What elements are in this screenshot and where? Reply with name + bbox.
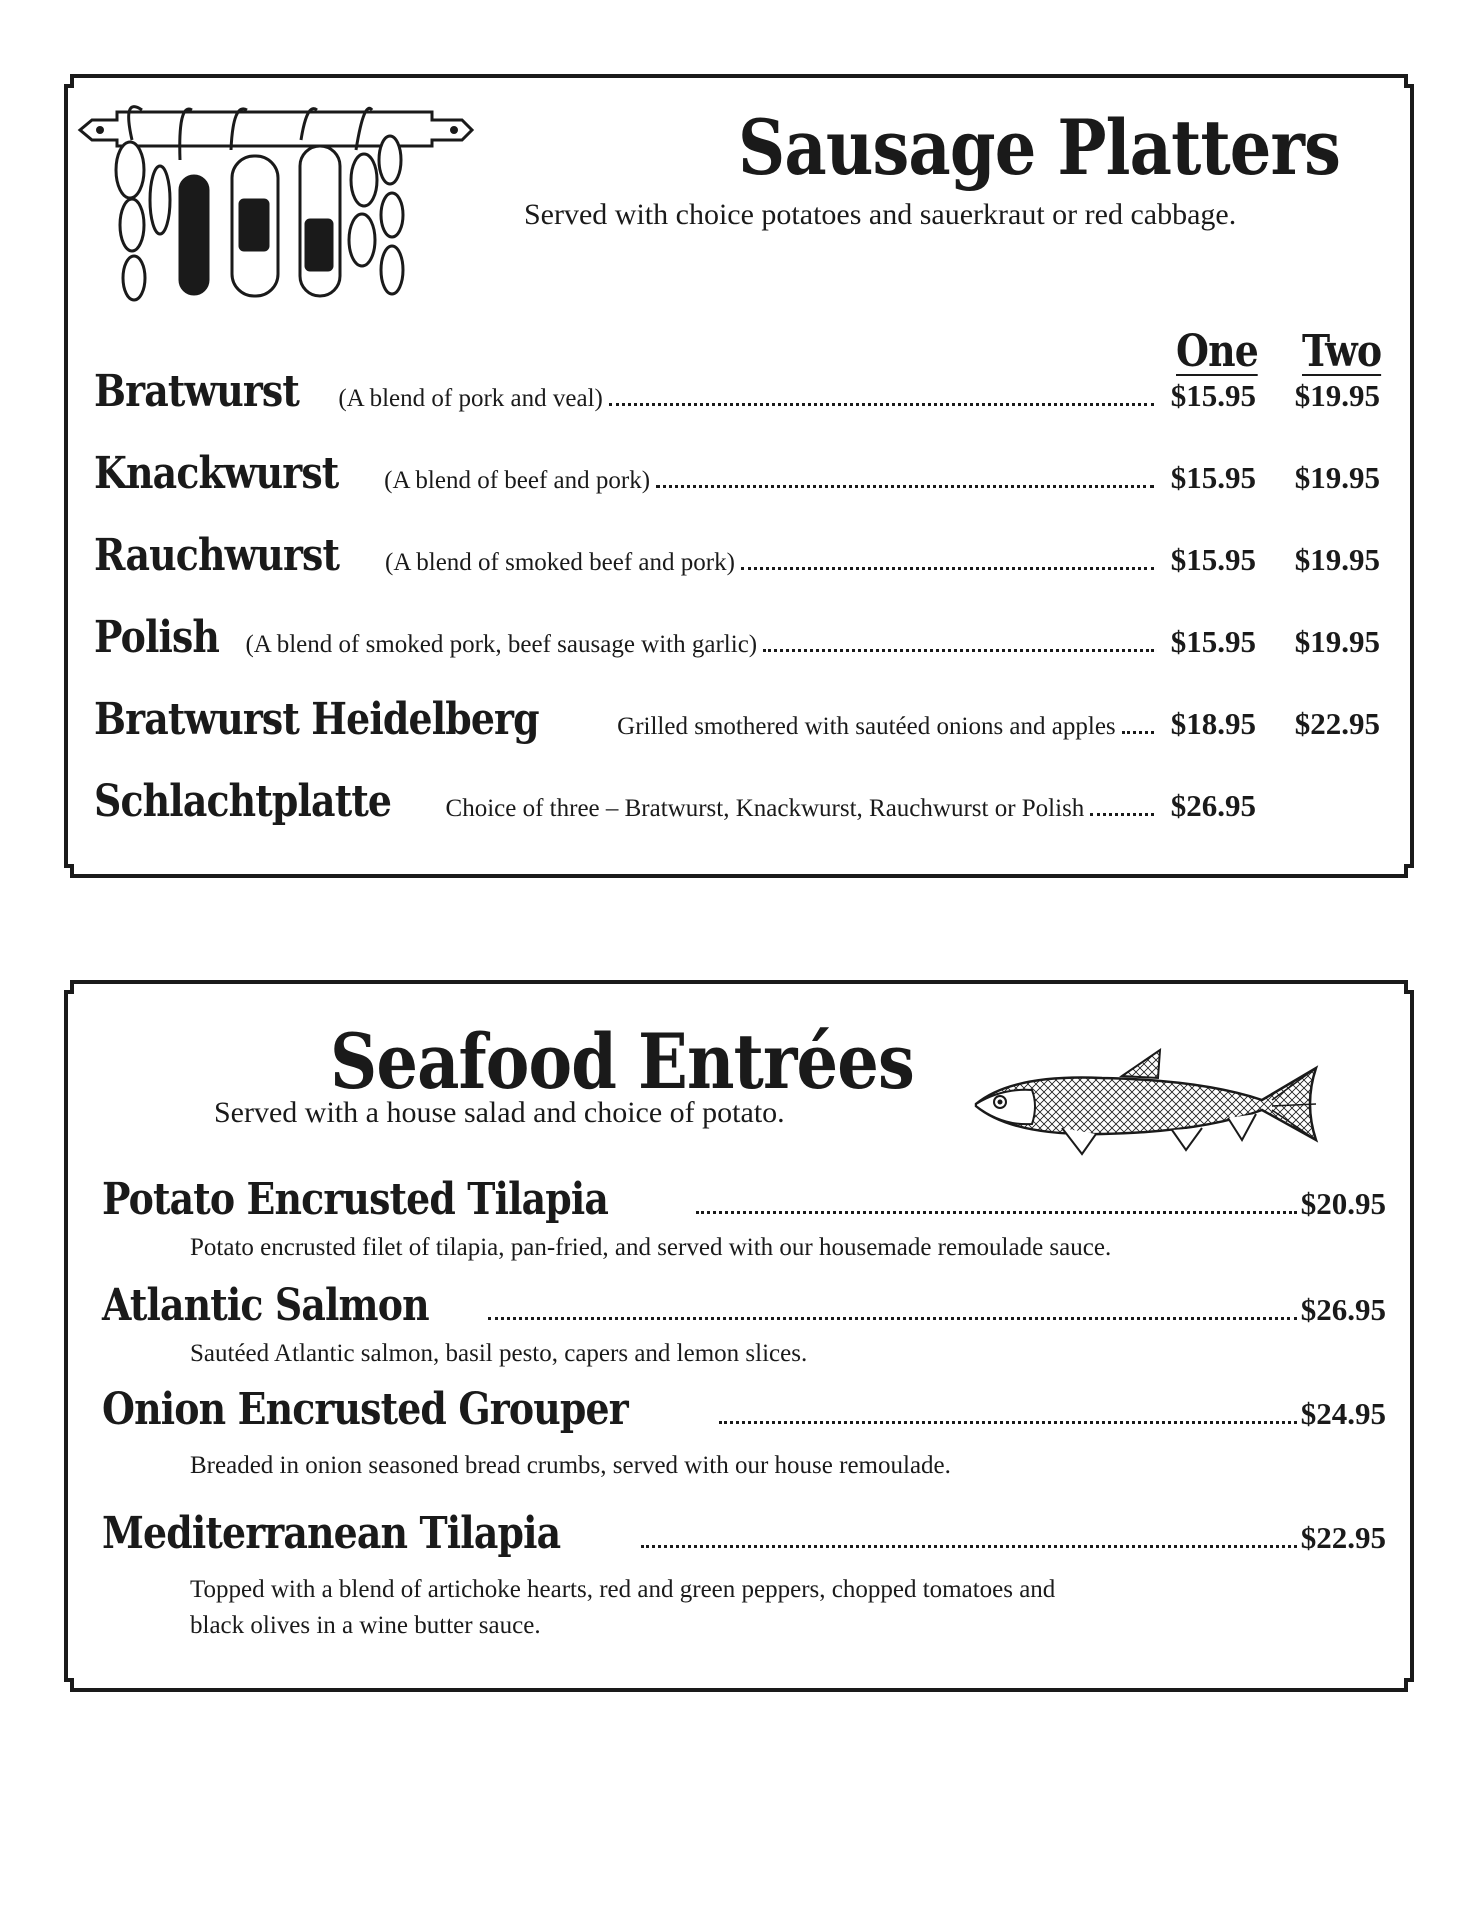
price-two: $19.95 [1294,624,1380,659]
dot-leader [741,567,1154,570]
price-one: $15.95 [1170,378,1256,413]
price-two: $22.95 [1294,706,1380,741]
item-price: $20.95 [1300,1186,1386,1221]
dot-leader [641,1545,1297,1548]
item-price: $24.95 [1300,1396,1386,1431]
hanging-sausages-illustration [72,90,512,310]
dot-leader [656,485,1154,488]
menu-item [102,1508,1386,1644]
price-two: $19.95 [1294,460,1380,495]
item-description [190,1572,1386,1644]
dot-leader [1090,813,1154,816]
menu-item [94,528,1380,584]
sausage-platters-panel [62,72,1416,880]
item-name: Bratwurst [94,366,299,417]
item-name: Potato Encrusted Tilapia [102,1174,609,1225]
item-name: Atlantic Salmon [102,1280,429,1331]
price-one: $15.95 [1170,542,1256,577]
menu-item [102,1174,1386,1266]
menu-item [94,610,1380,666]
dot-leader [609,403,1154,406]
item-description: Sautéed Atlantic salmon, basil pesto, capers and lemon slices. [190,1340,808,1367]
item-price: $22.95 [1300,1520,1386,1555]
section-title: Sausage Platters [738,103,1341,192]
column-header-two: Two [1302,326,1382,377]
seafood-entrees-panel [62,978,1416,1694]
item-name: Mediterranean Tilapia [102,1508,561,1559]
item-description-line: Topped with a blend of artichoke hearts, red and green peppers, chopped tomatoes and [190,1576,1056,1603]
item-description: (A blend of smoked beef and pork) [385,549,735,576]
dot-leader [696,1211,1296,1214]
section-subtitle: Served with choice potatoes and sauerkraut or red cabbage. [524,198,1237,231]
section-subtitle: Served with a house salad and choice of potato. [214,1096,785,1129]
menu-item [94,774,1380,830]
menu-item [94,692,1380,748]
item-description: Potato encrusted filet of tilapia, pan-fried, and served with our housemade remoulade sauce. [190,1234,1112,1261]
menu-item [102,1384,1386,1484]
price-one: $15.95 [1170,624,1256,659]
item-description: (A blend of pork and veal) [338,385,603,412]
menu-item [94,446,1380,502]
item-description: (A blend of smoked pork, beef sausage with garlic) [245,631,758,658]
price-two: $19.95 [1294,378,1380,413]
price-one: $18.95 [1170,706,1256,741]
item-description-line: black olives in a wine butter sauce. [190,1612,541,1639]
dot-leader [763,649,1154,652]
item-description: Choice of three – Bratwurst, Knackwurst, Rauchwurst or Polish [445,795,1085,822]
item-name: Bratwurst Heidelberg [94,694,539,745]
price-one: $26.95 [1170,788,1256,823]
item-name: Schlachtplatte [94,776,392,827]
item-name: Knackwurst [94,448,339,499]
item-description: Grilled smothered with sautéed onions and apples [617,713,1116,740]
item-name: Polish [94,612,220,663]
menu-item [94,364,1380,420]
dot-leader [488,1317,1297,1320]
fish-illustration [972,1044,1346,1168]
column-header-one: One [1176,326,1258,377]
item-price: $26.95 [1300,1292,1386,1327]
item-description: (A blend of beef and pork) [384,467,651,494]
item-name: Rauchwurst [94,530,340,581]
dot-leader [1122,731,1154,734]
item-name: Onion Encrusted Grouper [102,1384,628,1435]
section-title: Seafood Entrées [330,1017,914,1106]
dot-leader [719,1421,1296,1424]
price-two: $19.95 [1294,542,1380,577]
item-description: Breaded in onion seasoned bread crumbs, served with our house remoulade. [190,1452,951,1479]
menu-item [102,1280,1386,1372]
price-one: $15.95 [1170,460,1256,495]
